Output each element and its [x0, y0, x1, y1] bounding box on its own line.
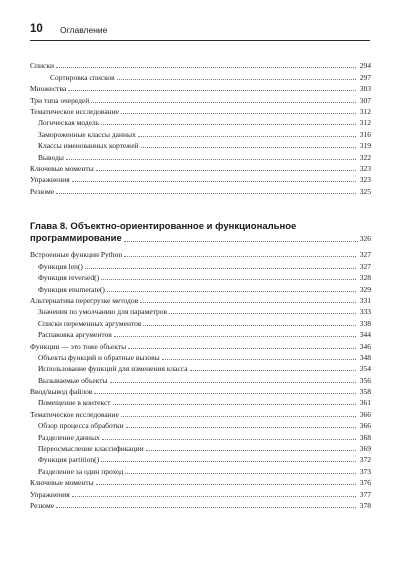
toc-entry-title: Альтернатива перегрузке методов [30, 295, 139, 305]
dot-leader [101, 124, 356, 125]
dot-leader [56, 193, 356, 194]
page-number: 10 [30, 23, 43, 35]
toc-entry [30, 294, 371, 305]
toc-entry-page: 297 [359, 72, 371, 82]
toc-entry [30, 173, 371, 184]
dot-leader [128, 348, 356, 349]
toc-entry-page: 373 [359, 466, 371, 476]
toc-entry [30, 464, 371, 475]
toc-entry [30, 116, 371, 127]
chapter-heading [30, 221, 371, 245]
toc-entry [30, 184, 371, 195]
toc-entry-title: Упражнения [30, 175, 70, 185]
toc-entry-title: Переосмысление классификации [38, 444, 144, 454]
toc-entry-page: 366 [359, 409, 371, 419]
toc-entry-page: 303 [359, 84, 371, 94]
toc-entry-title: Сортировка списков [50, 72, 115, 82]
toc-entry-page: 358 [359, 387, 371, 397]
chapter-title-line2: программирование [30, 233, 122, 244]
toc-entry [30, 419, 371, 430]
chapter-title-line1: Глава 8. Объектно-ориентированное и функциональное [30, 221, 297, 232]
toc-entry-page: 378 [359, 500, 371, 510]
toc-entry [30, 487, 371, 498]
toc-entry-page: 348 [359, 352, 371, 362]
toc-entry-page: 307 [359, 95, 371, 105]
toc-entry-page: 366 [359, 421, 371, 431]
toc-entry-title: Три типа очередей [30, 95, 90, 105]
dot-leader [56, 507, 356, 508]
toc-entry [30, 150, 371, 161]
toc-entry-page: 316 [359, 129, 371, 139]
toc-entry-title: Логическая модель [38, 118, 100, 128]
dot-leader [162, 359, 356, 360]
toc-entry-page: 327 [359, 250, 371, 260]
dot-leader [107, 291, 356, 292]
dot-leader [124, 256, 356, 257]
toc-entry [30, 248, 371, 259]
toc-entry-title: Списки переменных аргументов [38, 318, 142, 328]
dot-leader [140, 302, 356, 303]
toc-entry-title: Функция reversed() [38, 273, 100, 283]
toc-entry [30, 499, 371, 510]
toc-entry-title: Помещение в контекст [38, 398, 111, 408]
toc-entry-title: Вызываемые объекты [38, 375, 108, 385]
dot-leader [138, 136, 356, 137]
toc-entry [30, 305, 371, 316]
toc-entry [30, 139, 371, 150]
toc-entry-page: 323 [359, 163, 371, 173]
toc-entry-page: 325 [359, 186, 371, 196]
running-header [30, 22, 370, 41]
toc-entry-title: Объекты функций и обратные вызовы [38, 352, 160, 362]
toc-entry [30, 162, 371, 173]
toc-entry-page: 361 [359, 398, 371, 408]
toc-entry [30, 259, 371, 270]
toc-entry-title: Упражнения [30, 489, 70, 499]
dot-leader [102, 439, 356, 440]
toc-entry-page: 346 [359, 341, 371, 351]
dot-leader [72, 181, 356, 182]
toc-entry [30, 351, 371, 362]
dot-leader [56, 67, 356, 68]
toc-entry-page: 344 [359, 330, 371, 340]
toc-entry [30, 407, 371, 418]
toc-entry-title: Ключевые моменты [30, 478, 94, 488]
dot-leader [68, 90, 356, 91]
toc-entry [30, 93, 371, 104]
toc-entry-title: Тематическое исследование [30, 106, 120, 116]
toc-entry-title: Функции — это тоже объекты [30, 341, 127, 351]
toc-entry [30, 373, 371, 384]
toc-entry-page: 322 [359, 152, 371, 162]
toc-entry [30, 442, 371, 453]
toc-entry-title: Резюме [30, 186, 55, 196]
dot-leader [124, 241, 358, 242]
dot-leader [66, 159, 356, 160]
toc-entry [30, 59, 371, 70]
toc-entry-title: Функция partition() [38, 455, 100, 465]
dot-leader [121, 416, 356, 417]
toc-entry [30, 430, 371, 441]
toc-entry-title: Встроенные функции Python [30, 250, 123, 260]
toc-entry [30, 362, 371, 373]
toc-entry-page: 354 [359, 364, 371, 374]
toc-entry-page: 331 [359, 295, 371, 305]
toc-entry-title: Выводы [38, 152, 64, 162]
toc-entry-page: 338 [359, 318, 371, 328]
dot-leader [141, 147, 356, 148]
toc-entry [30, 476, 371, 487]
toc-entry-page: 369 [359, 444, 371, 454]
chapter-page: 326 [359, 234, 371, 243]
dot-leader [143, 325, 356, 326]
toc-entry [30, 316, 371, 327]
dot-leader [72, 496, 356, 497]
toc-entry-title: Резюме [30, 500, 55, 510]
toc-entry-title: Функция len() [38, 261, 83, 271]
toc-entry-title: Списки [30, 61, 55, 71]
toc-entry-page: 327 [359, 261, 371, 271]
toc-entry-page: 377 [359, 489, 371, 499]
dot-leader [94, 393, 356, 394]
toc-entry [30, 282, 371, 293]
toc-entry-title: Ввод/вывод файлов [30, 387, 93, 397]
toc-entry-page: 294 [359, 61, 371, 71]
dot-leader [190, 370, 356, 371]
dot-leader [101, 461, 356, 462]
running-title: Оглавление [60, 25, 108, 35]
toc-entry-title: Обзор процесса обработки [38, 421, 124, 431]
toc-entry-title: Замороженные классы данных [38, 129, 136, 139]
toc-entry-page: 372 [359, 455, 371, 465]
toc-entry-title: Ключевые моменты [30, 163, 94, 173]
toc-entry-title: Тематическое исследование [30, 409, 120, 419]
dot-leader [125, 473, 356, 474]
dot-leader [96, 484, 356, 485]
dot-leader [85, 268, 356, 269]
toc-entry-title: Значения по умолчанию для параметров [38, 307, 168, 317]
toc-entry-title: Разделение за один проход [38, 466, 124, 476]
dot-leader [101, 279, 356, 280]
toc-entry-title: Классы именованных кортежей [38, 141, 139, 151]
dot-leader [114, 336, 356, 337]
dot-leader [117, 79, 356, 80]
toc-entry-page: 333 [359, 307, 371, 317]
toc-entry [30, 127, 371, 138]
dot-leader [110, 382, 356, 383]
toc-entry-page: 319 [359, 141, 371, 151]
toc-entry-page: 328 [359, 273, 371, 283]
toc-entry [30, 453, 371, 464]
toc-section-chapter [30, 248, 371, 510]
dot-leader [126, 427, 356, 428]
toc-entry [30, 385, 371, 396]
toc-entry-page: 356 [359, 375, 371, 385]
toc-entry-title: Разделение данных [38, 432, 100, 442]
toc-entry-title: Функция enumerate() [38, 284, 105, 294]
toc-entry-page: 312 [359, 106, 371, 116]
dot-leader [169, 313, 356, 314]
dot-leader [146, 450, 356, 451]
toc-entry [30, 396, 371, 407]
toc-entry [30, 339, 371, 350]
toc-entry-title: Распаковка аргументов [38, 330, 112, 340]
toc-entry [30, 82, 371, 93]
dot-leader [113, 404, 356, 405]
toc-entry-page: 376 [359, 478, 371, 488]
dot-leader [121, 113, 356, 114]
toc-entry [30, 328, 371, 339]
toc-entry [30, 70, 371, 81]
toc-section-top [30, 59, 371, 196]
dot-leader [96, 170, 356, 171]
toc-entry-page: 368 [359, 432, 371, 442]
dot-leader [91, 102, 356, 103]
toc-entry-page: 329 [359, 284, 371, 294]
toc-entry-page: 312 [359, 118, 371, 128]
toc-entry-page: 323 [359, 175, 371, 185]
toc-entry-title: Использование функций для изменения класса [38, 364, 188, 374]
toc-entry-title: Множества [30, 84, 67, 94]
toc-entry [30, 105, 371, 116]
toc-entry [30, 271, 371, 282]
